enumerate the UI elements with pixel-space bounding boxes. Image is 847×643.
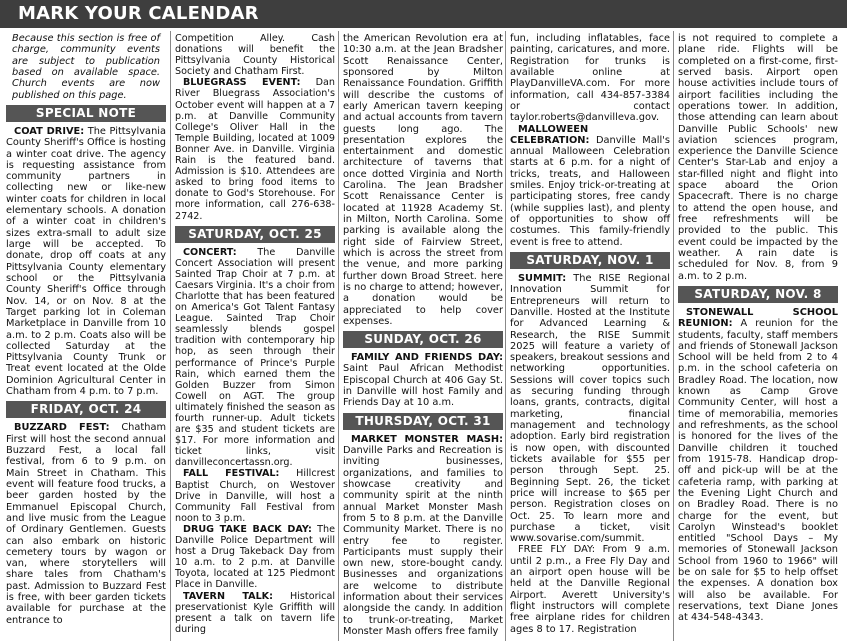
drug-take-back-item — [175, 524, 335, 591]
buzzard-fest-continued: Competition Alley. Cash donations will benefit the Pittsylvania County Historical Society and Chatham First. — [175, 33, 335, 78]
market-monster-mash-item — [343, 434, 503, 638]
concert-title: CONCERT: — [183, 246, 237, 258]
fall-festival-title: FALL FESTIVAL: — [183, 468, 280, 480]
saturday-nov-8-header: SATURDAY, NOV. 8 — [678, 286, 838, 303]
section-title: MARK YOUR CALENDAR — [18, 3, 259, 24]
sunday-oct-26-header: SUNDAY, OCT. 26 — [343, 331, 503, 348]
market-monster-mash-body: Danville Parks and Recreation is inviting businesses, organizations, and families to showcase creativity and community spirit at the ninth annual Market Monster Mash from 5 to 8 p.m. at the Danville Community Market. There is no entry fee to register. Participants must supply their own new, store-bought candy. Businesses and organizations are welcome to distribute information about their services alongside the candy. In addition to trunk-or-treating, Market Monster Mash offers free family — [343, 445, 503, 637]
bluegrass-item — [175, 77, 335, 221]
section-banner — [0, 0, 847, 28]
family-friends-title: FAMILY AND FRIENDS DAY: — [351, 352, 503, 364]
free-fly-day-continued: is not required to complete a plane ride. Flights will be completed on a first-come, first-served basis. Airport open house activities include tours of airport facilities including the operations tower. In addition, those attending can learn about Danville Public Schools' new aviation sciences program, experience the Danville Science Center's Star-Lab and enjoy a star-filled night and flight into space aboard the Orion Spacecraft. There is no charge to attend the open house, and free refreshments will be provided to the public. This event could be impacted by the weather. A rain date is scheduled for Nov. 8, from 9 a.m. to 2 p.m. — [678, 33, 838, 282]
drug-take-back-body: The Danville Police Department will host a Drug Takeback Day from 10 a.m. to 2 p.m. at Danville Toyota, located at 125 Piedmont Place in Danville. — [175, 523, 335, 591]
stonewall-reunion-item — [678, 307, 838, 624]
buzzard-fest-body: Chatham First will host the second annual Buzzard Fest, a local fall festival, from 6 to 9 p.m. on Main Street in Chatham. This event will feature food trucks, a beer garden hosted by the Emmanuel Episcopal Church, and live music from the League of Ordinary Gentlemen. Guests can also embark on historic cemetery tours by wagon or van, where storytellers will share tales from Chatham's past. Admission to Buzzard Fest is free, with beer garden tickets available for purchase at the entrance to — [6, 422, 166, 626]
column-4 — [510, 33, 670, 635]
tavern-talk-title: TAVERN TALK: — [183, 590, 273, 602]
drug-take-back-title: DRUG TAKE BACK DAY: — [183, 523, 312, 535]
tavern-talk-continued: the American Revolution era at 10:30 a.m. at the Jean Bradsher Scott Renaissance Center, sponsored by Milton Renaissance Foundation. Griffith will describe the customs of early American tavern keeping and actual accounts from tavern guests long ago. The presentation explores the entertainment and domestic architecture of taverns that once dotted Virginia and North Carolina. The Jean Bradsher Scott Renaissance Center is located at 11928 Academy St. in Milton, North Carolina. Some parking is available along the right side of Fairview Street, which is across the street from the venue, and more parking further down Broad Street. here is no charge to attend; however, a donation would be appreciated to help cover expenses. — [343, 33, 503, 327]
column-divider — [673, 31, 674, 641]
column-2 — [175, 33, 335, 635]
summit-body: The RISE Regional Innovation Summit for Entrepreneurs will return to Danville. Hosted at the Institute for Advanced Learning & Research, the RISE Summit 2025 will feature a variety of speakers, breakout sessions and networking opportunities. Sessions will cover topics such as securing funding through loans, grants, contracts, digital marketing, financial management and technology adoption. Early bird registration is now open, with discounted tickets available for $55 per person through Sept. 25. Beginning Sept. 26, the ticket price will increase to $65 per person. Registration closes on Oct. 25. To learn more and purchase a ticket, visit www.sovarise.com/summit. — [510, 272, 670, 545]
coat-drive-title: COAT DRIVE: — [14, 125, 85, 137]
column-5 — [678, 33, 838, 624]
column-1 — [6, 33, 166, 626]
column-divider — [505, 31, 506, 641]
concert-item — [175, 247, 335, 469]
saturday-oct-25-header: SATURDAY, OCT. 25 — [175, 226, 335, 243]
concert-body: The Danville Concert Association will present Sainted Trap Choir at 7 p.m. at Caesars Virginia. It's a choir from Charlotte that has been featured on America's Got Talent Fantasy League. Sainted Trap Choir seamlessly blends gospel tradition with contemporary hip hop, as seen through their performance of Prince's Purple Rain, which earned them the Golden Buzzer from Simon Cowell on AGT. The group ultimately finished the season as fourth runner-up. Adult tickets are $35 and student tickets are $17. For more information and ticket links, visit danvilleconcertassn.org. — [175, 246, 335, 469]
market-monster-mash-continued: fun, including inflatables, face painting, caricatures, and more. Registration for trunks is available online at PlayDanvilleVA.com. For more information, call 434-857-3384 or contact taylor.roberts@danvilleva.gov. — [510, 33, 670, 124]
family-friends-body: Saint Paul African Methodist Episcopal Church at 406 Gay St. in Danville will host Family and Friends Day at 10 a.m. — [343, 363, 503, 409]
fall-festival-item — [175, 468, 335, 523]
column-divider — [170, 31, 171, 641]
saturday-nov-1-header: SATURDAY, NOV. 1 — [510, 252, 670, 269]
malloween-item — [510, 124, 670, 248]
bluegrass-title: BLUEGRASS EVENT: — [183, 77, 301, 89]
fall-festival-body: Hillcrest Baptist Church, on Westover Drive in Danville, will host a Community Fall Festival from noon to 3 p.m. — [175, 468, 335, 524]
intro-note: Because this section is free of charge, community events are subject to publication based on available space. Church events are now published on this page. — [12, 33, 160, 101]
free-fly-day-item: FREE FLY DAY: From 9 a.m. until 2 p.m., a Free Fly Day and an airport open house will be held at the Danville Regional Airport. Averett University's flight instructors will complete free airplane rides for children ages 8 to 17. Registration — [510, 544, 670, 635]
buzzard-fest-title: BUZZARD FEST: — [14, 422, 110, 434]
column-divider — [338, 31, 339, 641]
malloween-title: MALLOWEEN CELEBRATION: — [510, 123, 590, 146]
stonewall-reunion-title: STONEWALL SCHOOL REUNION: — [678, 306, 838, 330]
malloween-body: Danville Mall's annual Malloween Celebration starts at 6 p.m. for a night of tricks, treats, and Halloween smiles. Enjoy trick-or-treating at participating stores, free candy (while supplies last), and plenty of opportunities to show off costumes. This family-friendly event is free to attend. — [510, 134, 670, 248]
summit-item — [510, 273, 670, 545]
market-monster-mash-title: MARKET MONSTER MASH: — [351, 433, 503, 445]
family-friends-item — [343, 352, 503, 409]
bluegrass-body: Dan River Bluegrass Association's October event will happen at a 7 p.m. at Danville Community College's Oliver Hall in the Temple Building, located at 1009 Bonner Ave. in Danville. Virginia Rain is the featured band. Admission is $10. Attendees are asked to bring food items to donate to God's Storehouse. For more information, call 276-638-2742. — [175, 77, 335, 222]
stonewall-reunion-body: A reunion for the students, faculty, staff members and friends of Stonewall Jackson School will be held from 2 to 4 p.m. in the school cafeteria on Bradley Road. The location, now known as Camp Grove Community Center, will host a time of memorabilia, memories and refreshments, as the school is honored for the lives of the Danville children it touched from 1915-78. Handicap drop-off and pick-up will be at the cafeteria ramp, with parking at the Evening Light Church and on Bradley Road. There is no charge for the event, but Carolyn Winstead's booklet entitled "School Days – My memories of Stonewall Jackson School from 1960 to 1966" will be on sale for $5 to help offset the expenses. A donation box will also be available. For reservations, text Diane Jones at 434-548-4343. — [678, 318, 838, 624]
special-note-header: SPECIAL NOTE — [6, 105, 166, 122]
tavern-talk-item — [175, 591, 335, 635]
column-3 — [343, 33, 503, 637]
friday-oct-24-header: FRIDAY, OCT. 24 — [6, 401, 166, 418]
tavern-talk-body: Historical preservationist Kyle Griffith will present a talk on tavern life during — [175, 590, 335, 635]
summit-title: SUMMIT: — [518, 272, 567, 284]
buzzard-fest-item — [6, 422, 166, 626]
coat-drive-body: The Pittsylvania County Sheriff's Office is hosting a winter coat drive. The agency is requesting assistance from community partners in collecting new or like-new winter coats for children in local elementary schools. A donation of a winter coat in children's sizes extra-small to adult size large will be accepted. To donate, drop off coats at any Pittsylvania County elementary school or the Pittsylvania County Sheriff's Office through Nov. 14, or on Nov. 8 at the Target parking lot in Coleman Marketplace in Danville from 10 a.m. to 2 p.m. Coats also will be collected Saturday at the Pittsylvania County Trunk or Treat event located at the Olde Dominion Agricultural Center in Chatham from 4 p.m. to 7 p.m. — [6, 125, 166, 398]
thursday-oct-31-header: THURSDAY, OCT. 31 — [343, 413, 503, 430]
coat-drive-item — [6, 126, 166, 398]
